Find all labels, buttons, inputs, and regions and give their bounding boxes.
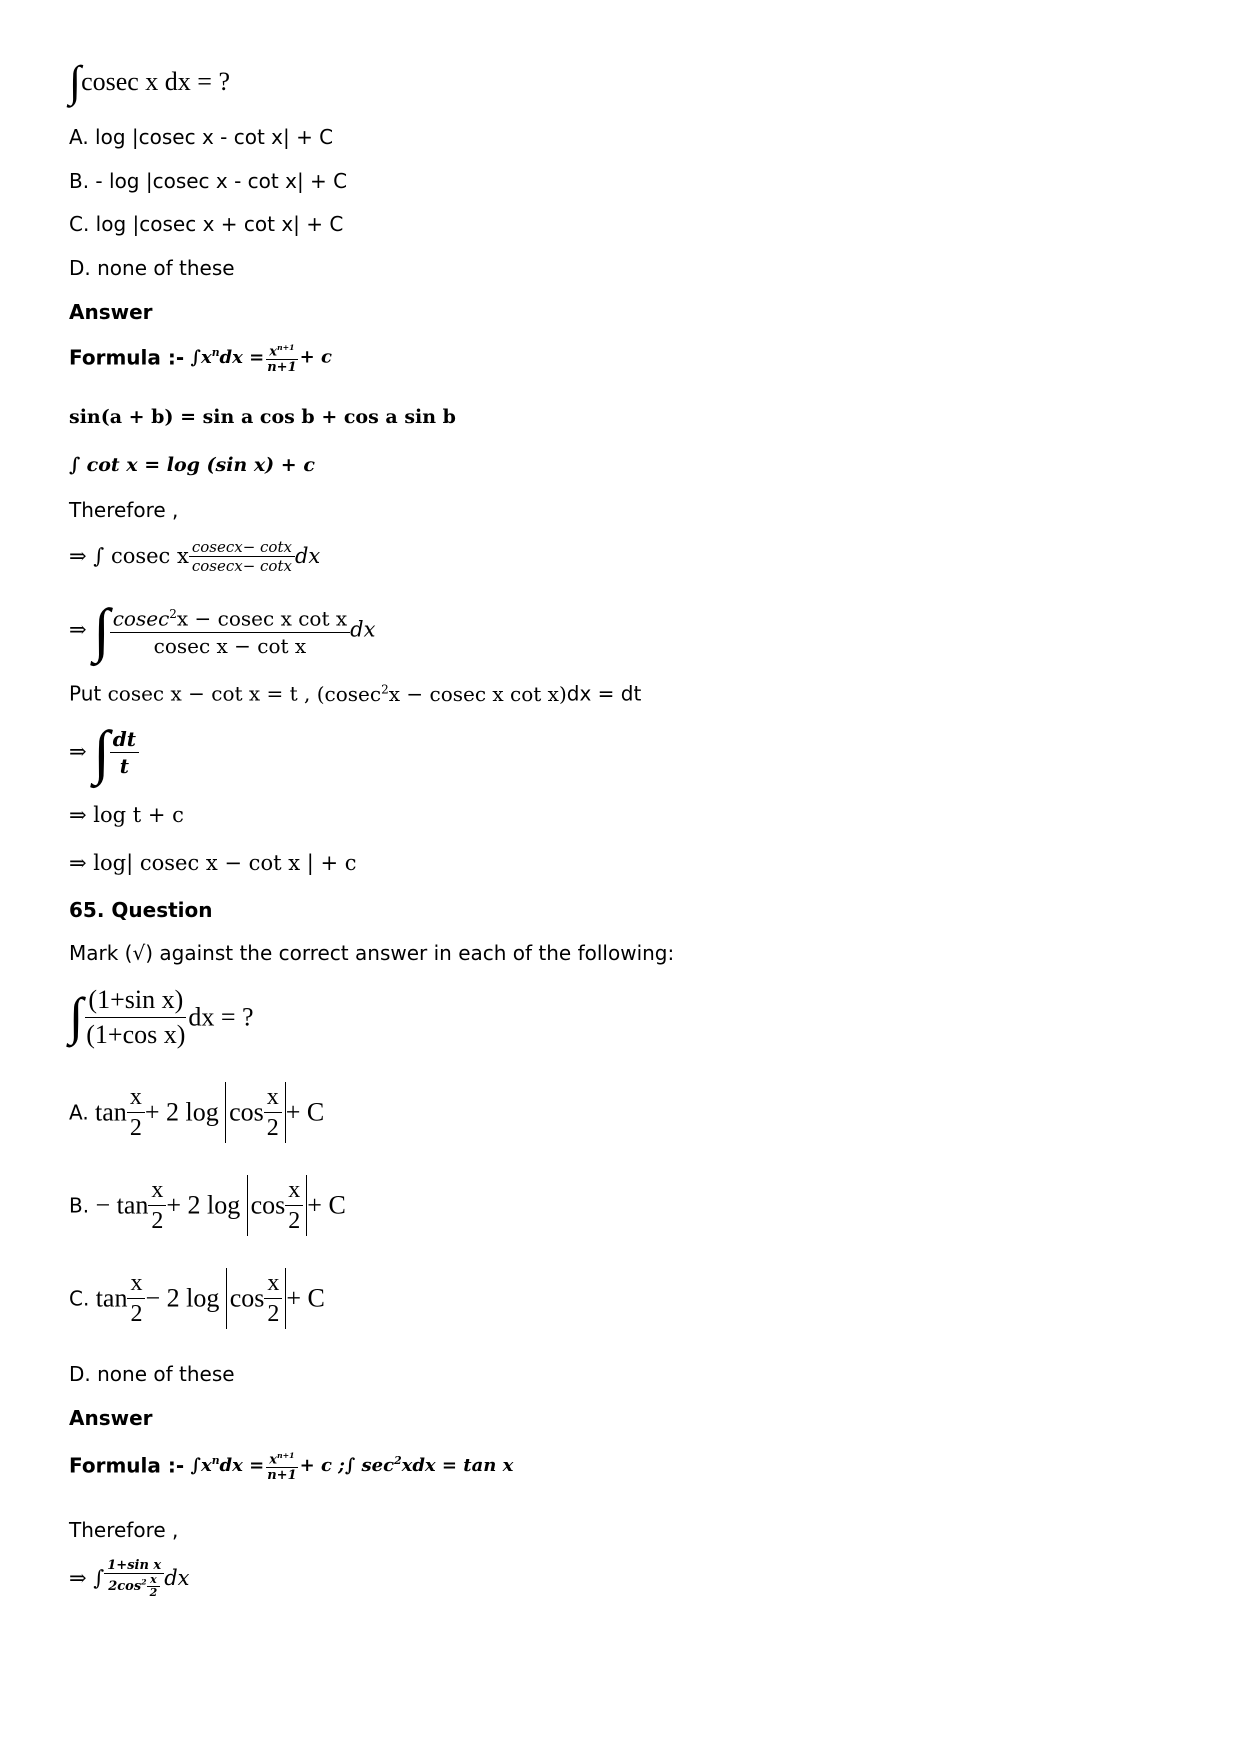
q64-option-b: B. - log |cosec x - cot x| + C <box>69 169 348 193</box>
q64-therefore: Therefore , <box>69 498 179 522</box>
q64-cot-integral: ∫ cot x = log (sin x) + c <box>69 454 315 476</box>
q64-integral: ∫cosec x dx = ? <box>69 57 231 106</box>
q64-answer-label: Answer <box>69 300 153 324</box>
step1-fraction: $\frac{cosecx- \cot x}{cosecx- \cot x}$ <box>189 538 295 575</box>
q64-option-c: C. log |cosec x + cot x| + C <box>69 212 344 236</box>
q65-heading: 65. Question <box>69 898 213 922</box>
absolute-value: cos $\frac{x}{2}$ <box>247 1175 308 1236</box>
q65-instruction: Mark (√) against the correct answer in each of the following: <box>69 941 675 965</box>
q64-identity: sin(a + b) = sin a cos b + cos a sin b <box>69 406 456 428</box>
integral-sign-icon: ∫ <box>93 544 105 568</box>
q65-option-a: A. tan $\frac{x}{2}$ + 2 log cos $\frac{x}{2}$ + C <box>69 1084 325 1141</box>
integral-sign-icon: ∫ <box>93 719 110 785</box>
integral-sign-icon: ∫ <box>69 988 84 1046</box>
q64-step3: ⇒ ∫ $\frac{dt}{t}$ <box>69 722 139 782</box>
integral-sign-icon: ∫ <box>69 57 82 106</box>
q64-put: Put cosec x − cot x = t , (cosec$^2$x − cosec x cot x)dx = dt <box>69 681 642 706</box>
q64-formula: Formula :- $\int x^ndx$ = $\frac{x^{n+1}}{n+1}$ + c <box>69 340 332 375</box>
q65-step1: ⇒ ∫ 1+sin x $2\cos^2$ $\frac{x}{2}$ dx <box>69 1558 190 1599</box>
q65-option-d: D. none of these <box>69 1362 235 1386</box>
q64-step1: ⇒ ∫ cosec x $\frac{cosecx- \cot x}{cosecx- \cot x}$ dx <box>69 538 321 575</box>
q64-option-a: A. log |cosec x - cot x| + C <box>69 125 334 149</box>
q65-option-c: C. tan $\frac{x}{2}$ − 2 log cos $\frac{x}{2}$ + C <box>69 1270 325 1327</box>
q64-option-d: D. none of these <box>69 256 235 280</box>
option-b-fraction: $\frac{x}{2}$ <box>148 1175 166 1236</box>
q65-therefore: Therefore , <box>69 1518 179 1542</box>
q64-step5: ⇒ log| cosec x − cot x | + c <box>69 851 357 875</box>
q65-option-b: B. − tan $\frac{x}{2}$ + 2 log cos $\frac{x}{2}$ + C <box>69 1177 346 1234</box>
formula-fraction: $\frac{x^{n+1}}{n+1}$ <box>264 1448 299 1483</box>
q65-integral-fraction: $\frac{\text{(1+sin x)}}{\text{(1+cos x)}}$ <box>86 985 186 1049</box>
q65-answer-label: Answer <box>69 1406 153 1430</box>
integral-sign-icon: ∫ <box>93 597 110 663</box>
option-c-fraction: $\frac{x}{2}$ <box>127 1268 145 1329</box>
step2-fraction: $\frac{cosec^2x - cosec x \cot x}{\text{cosec x − cot x}}$ <box>110 601 350 659</box>
integral-sign-icon: ∫ <box>93 1566 105 1590</box>
formula-expression: $\int x^ndx$ = <box>190 346 265 369</box>
q64-step4: ⇒ log t + c <box>69 803 184 827</box>
q65-step-fraction: 1+sin x $2\cos^2$ $\frac{x}{2}$ <box>104 1558 164 1599</box>
formula-fraction: $\frac{x^{n+1}}{n+1}$ <box>264 340 299 375</box>
option-a-fraction: $\frac{x}{2}$ <box>127 1082 145 1143</box>
q65-formula: Formula :- $\int x^ndx$ = $\frac{x^{n+1}}{n+1}$ + c ;∫ $\sec^2xdx = \tan x$ <box>69 1448 513 1483</box>
q65-integral: ∫ $\frac{\text{(1+sin x)}}{\text{(1+cos x)}}$ dx = ? <box>69 983 254 1052</box>
step3-fraction: $\frac{dt}{t}$ <box>110 726 139 779</box>
absolute-value: cos $\frac{x}{2}$ <box>226 1268 287 1329</box>
absolute-value: cos $\frac{x}{2}$ <box>225 1082 286 1143</box>
q64-step2: ⇒ ∫ $\frac{cosec^2x - cosec x \cot x}{\text{cosec x − cot x}}$ dx <box>69 597 376 663</box>
